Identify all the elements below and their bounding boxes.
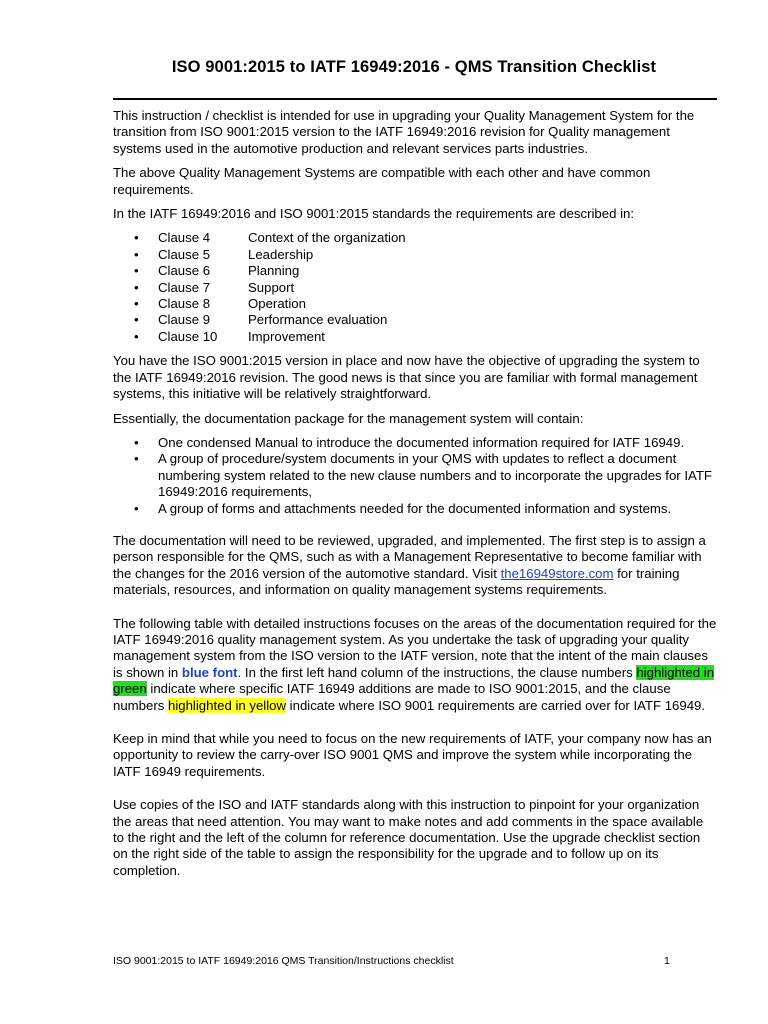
clause-item xyxy=(158,280,717,296)
intro-paragraph-1: This instruction / checklist is intended for use in upgrading your Quality Management System for the transition from ISO 9001:2015 version to the IATF 16949:2016 revision for Quality management systems used in the automotive production and relevant services parts industries. xyxy=(113,108,695,156)
yellow-highlight-label: highlighted in yellow xyxy=(167,697,287,713)
clause-list xyxy=(113,230,717,345)
table-text-4: indicate where ISO 9001 requirements are carried over for IATF 16949. xyxy=(286,697,706,713)
store-link[interactable]: the16949store.com xyxy=(500,565,614,581)
keep-in-mind-paragraph: Keep in mind that while you need to focus on the new requirements of IATF, your company now has an opportunity to review the carry-over ISO 9001 QMS and improve the system while incorporating the IATF 16949 requirements. xyxy=(113,731,712,779)
clause-item xyxy=(158,329,717,345)
clause-name: Performance evaluation xyxy=(248,312,388,328)
package-item: • A group of forms and attachments needed for the documented information and systems. xyxy=(158,501,717,517)
clause-name: Support xyxy=(248,279,295,295)
intro-paragraph-2: The above Quality Management Systems are compatible with each other and have common requirements. xyxy=(113,165,651,197)
clause-name: Improvement xyxy=(248,328,325,344)
copies-paragraph: Use copies of the ISO and IATF standards along with this instruction to pinpoint for your organization the areas that need attention. You may want to make notes and add comments in the space available to the right and the left of the column for reference documentation. Use the upgrade checklist section on the right side of the table to assign the responsibility for the upgrade and to follow up on its completion. xyxy=(113,797,704,878)
clause-name: Operation xyxy=(248,296,306,312)
table-paragraph xyxy=(113,616,717,714)
package-item: • A group of procedure/system documents in your QMS with updates to reflect a document numbering system related to the new clause numbers and to incorporate the upgrades for IATF 16949:2016 requirements, xyxy=(158,451,717,500)
clause-number: Clause 8 xyxy=(158,296,211,312)
clause-number: Clause 4 xyxy=(158,230,211,246)
intro-paragraph-3: In the IATF 16949:2016 and ISO 9001:2015 standards the requirements are described in: xyxy=(113,206,634,222)
document-body xyxy=(113,108,717,887)
clause-item xyxy=(158,247,717,263)
clause-name: Context of the organization xyxy=(248,230,406,246)
review-text-after: for training materials, resources, and information on quality management systems requirements. xyxy=(113,565,680,598)
package-paragraph: Essentially, the documentation package for the management system will contain: xyxy=(113,410,584,426)
clause-number: Clause 6 xyxy=(158,263,211,279)
clause-item xyxy=(158,230,717,246)
review-paragraph xyxy=(113,533,717,599)
package-list xyxy=(113,435,717,517)
clause-item xyxy=(158,263,717,279)
clause-number: Clause 9 xyxy=(158,312,211,328)
table-text-2: . In the first left hand column of the instructions, the clause numbers xyxy=(237,664,637,680)
package-item: • One condensed Manual to introduce the documented information required for IATF 16949. xyxy=(158,435,717,451)
table-text-3: indicate where specific IATF 16949 additions are made to ISO 9001:2015, and the clause numbers xyxy=(113,681,671,713)
clause-name: Leadership xyxy=(248,246,314,262)
blue-font-label: blue font xyxy=(181,664,238,680)
table-text-1: The following table with detailed instructions focuses on the areas of the documentation required for the IATF 16949:2016 quality management system. As you undertake the task of upgrading your quality management system from the ISO version to the IATF version, note that the intent of the main clauses is shown in xyxy=(113,615,717,680)
clause-number: Clause 5 xyxy=(158,246,211,262)
clause-name: Planning xyxy=(248,263,300,279)
clause-item xyxy=(158,312,717,328)
page-footer: ISO 9001:2015 to IATF 16949:2016 QMS Transition/Instructions checklist xyxy=(113,955,454,967)
page-number: 1 xyxy=(664,955,670,967)
clause-item xyxy=(158,296,717,312)
title-rule xyxy=(113,98,717,100)
clause-number: Clause 7 xyxy=(158,279,211,295)
green-highlight-label: highlighted in green xyxy=(113,664,715,697)
clause-number: Clause 10 xyxy=(158,328,218,344)
review-text-before: The documentation will need to be reviewed, upgraded, and implemented. The first step is to assign a person responsible for the QMS, such as with a Management Representative to become familiar with the changes for the 2016 version of the automotive standard. Visit xyxy=(113,532,706,581)
document-title: ISO 9001:2015 to IATF 16949:2016 - QMS Transition Checklist xyxy=(171,58,657,76)
upgrade-paragraph: You have the ISO 9001:2015 version in place and now have the objective of upgrading the system to the IATF 16949:2016 revision. The good news is that since you are familiar with formal management systems, this initiative will be relatively straightforward. xyxy=(113,353,700,402)
